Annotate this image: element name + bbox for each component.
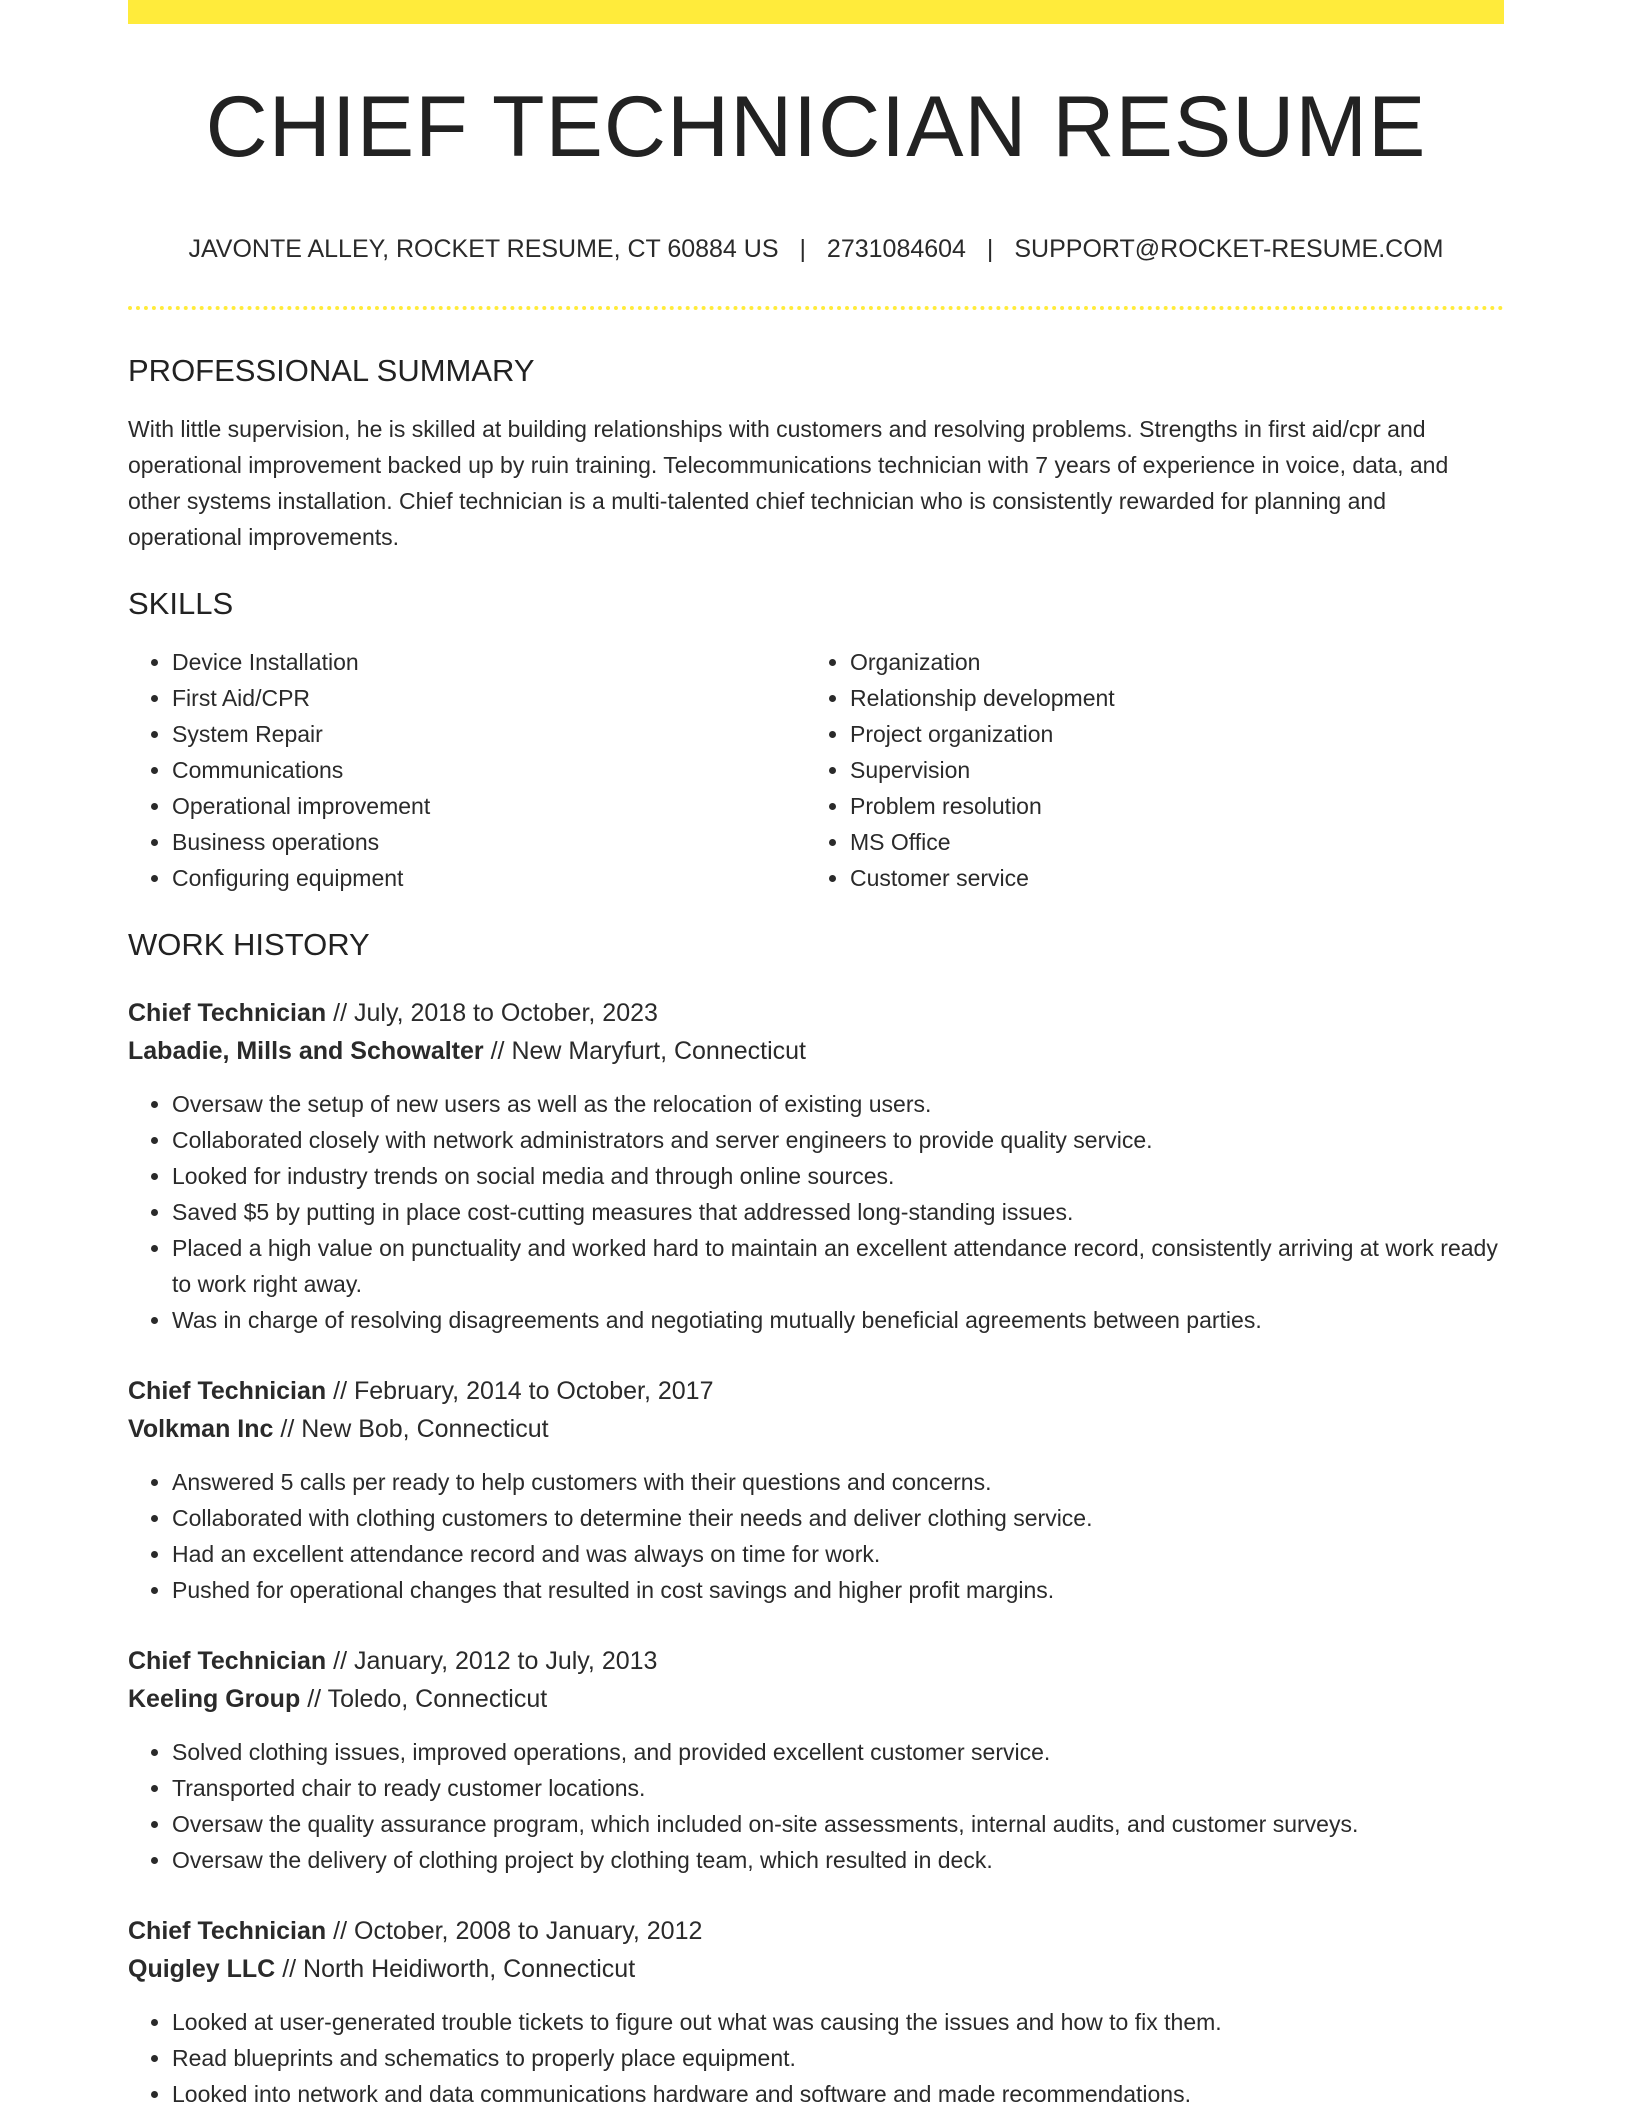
- job-bullets: [128, 1734, 1504, 1878]
- job-divider: //: [333, 1916, 348, 1945]
- accent-top-bar: [128, 0, 1504, 24]
- job-bullets: [128, 1086, 1504, 1338]
- job-bullet: • Looked at user-generated trouble tickets to figure out what was causing the issues and how to fix them.: [172, 2004, 1504, 2040]
- job-company-line: [128, 1032, 1504, 1070]
- job-title: Chief Technician: [128, 1376, 327, 1405]
- dotted-divider: [128, 306, 1504, 310]
- skill-item: • Organization: [850, 644, 1484, 680]
- job-divider: //: [307, 1684, 322, 1713]
- skill-item: • Relationship development: [850, 680, 1484, 716]
- job-bullet: • Placed a high value on punctuality and worked hard to maintain an excellent attendance record, consistently arriving at work ready to work right away.: [172, 1230, 1504, 1302]
- summary-heading: PROFESSIONAL SUMMARY: [128, 353, 535, 388]
- summary-text: With little supervision, he is skilled at building relationships with customers and resolving problems. Strengths in first aid/cpr and operational improvement backed up by ruin training. Telecommunications technician with 7 years of experience in voice, data, and other systems installation. Chief technician is a multi-talented chief technician who is consistently rewarded for planning and operational improvements.: [128, 416, 1449, 551]
- skill-item: • Problem resolution: [850, 788, 1484, 824]
- resume-page: [128, 0, 1504, 2112]
- job-divider: //: [490, 1036, 505, 1065]
- skill-item: • Configuring equipment: [172, 860, 806, 896]
- job-bullets: [128, 2004, 1504, 2112]
- job-bullet: • Looked into network and data communications hardware and software and made recommendations.: [172, 2076, 1504, 2112]
- job-title-line: [128, 1372, 1504, 1410]
- skill-item: • Supervision: [850, 752, 1484, 788]
- job-bullet: • Solved clothing issues, improved operations, and provided excellent customer service.: [172, 1734, 1504, 1770]
- skills-heading: SKILLS: [128, 586, 234, 622]
- skills-column-right: [806, 644, 1484, 896]
- job-bullet: • Pushed for operational changes that resulted in cost savings and higher profit margins.: [172, 1572, 1504, 1608]
- job-title-line: [128, 1912, 1504, 1950]
- job-entry: [128, 1372, 1504, 1608]
- contact-phone[interactable]: 2731084604: [826, 235, 966, 263]
- skill-item: • Device Installation: [172, 644, 806, 680]
- contact-line: [128, 234, 1504, 264]
- job-divider: //: [282, 1954, 297, 1983]
- job-divider: //: [333, 1376, 348, 1405]
- job-company: Labadie, Mills and Schowalter: [128, 1036, 484, 1065]
- job-bullet: • Looked for industry trends on social media and through online sources.: [172, 1158, 1504, 1194]
- job-entry: [128, 1912, 1504, 2112]
- skills-column-left: [128, 644, 806, 896]
- contact-address: JAVONTE ALLEY, ROCKET RESUME, CT 60884 US: [188, 235, 779, 263]
- job-bullet: • Read blueprints and schematics to properly place equipment.: [172, 2040, 1504, 2076]
- contact-email[interactable]: SUPPORT@ROCKET-RESUME.COM: [1014, 235, 1444, 263]
- job-location: North Heidiworth, Connecticut: [303, 1954, 636, 1983]
- job-location: Toledo, Connecticut: [327, 1684, 548, 1713]
- job-bullet: • Collaborated closely with network administrators and server engineers to provide quality service.: [172, 1122, 1504, 1158]
- job-bullet: • Saved $5 by putting in place cost-cutting measures that addressed long-standing issues.: [172, 1194, 1504, 1230]
- job-company-line: [128, 1410, 1504, 1448]
- job-title-line: [128, 1642, 1504, 1680]
- job-bullet: • Collaborated with clothing customers to determine their needs and deliver clothing service.: [172, 1500, 1504, 1536]
- job-bullet: • Oversaw the delivery of clothing project by clothing team, which resulted in deck.: [172, 1842, 1504, 1878]
- job-company-line: [128, 1680, 1504, 1718]
- job-bullets: [128, 1464, 1504, 1608]
- job-company: Keeling Group: [128, 1684, 301, 1713]
- job-company: Volkman Inc: [128, 1414, 274, 1443]
- job-location: New Bob, Connecticut: [301, 1414, 549, 1443]
- job-bullet: • Had an excellent attendance record and was always on time for work.: [172, 1536, 1504, 1572]
- skill-item: • Communications: [172, 752, 806, 788]
- job-title: Chief Technician: [128, 1646, 327, 1675]
- job-company: Quigley LLC: [128, 1954, 276, 1983]
- job-company-line: [128, 1950, 1504, 1988]
- job-title: Chief Technician: [128, 1916, 327, 1945]
- job-entry: [128, 1642, 1504, 1878]
- job-dates: January, 2012 to July, 2013: [354, 1646, 658, 1675]
- job-divider: //: [280, 1414, 295, 1443]
- skill-item: • System Repair: [172, 716, 806, 752]
- skills-list: [128, 644, 1504, 896]
- job-bullet: • Transported chair to ready customer locations.: [172, 1770, 1504, 1806]
- job-dates: February, 2014 to October, 2017: [354, 1376, 714, 1405]
- contact-separator: |: [986, 235, 994, 263]
- skill-item: • MS Office: [850, 824, 1484, 860]
- work-history-heading: WORK HISTORY: [128, 927, 370, 963]
- job-dates: October, 2008 to January, 2012: [354, 1916, 703, 1945]
- skill-item: • Customer service: [850, 860, 1484, 896]
- resume-title: CHIEF TECHNICIAN RESUME: [205, 79, 1427, 175]
- job-entry: [128, 994, 1504, 1338]
- skill-item: • First Aid/CPR: [172, 680, 806, 716]
- job-dates: July, 2018 to October, 2023: [354, 998, 658, 1027]
- job-bullet: • Answered 5 calls per ready to help customers with their questions and concerns.: [172, 1464, 1504, 1500]
- skill-item: • Project organization: [850, 716, 1484, 752]
- job-bullet: • Was in charge of resolving disagreements and negotiating mutually beneficial agreements between parties.: [172, 1302, 1504, 1338]
- job-location: New Maryfurt, Connecticut: [511, 1036, 806, 1065]
- job-divider: //: [333, 1646, 348, 1675]
- job-title: Chief Technician: [128, 998, 327, 1027]
- skill-item: • Business operations: [172, 824, 806, 860]
- contact-separator: |: [799, 235, 806, 263]
- job-title-line: [128, 994, 1504, 1032]
- skill-item: • Operational improvement: [172, 788, 806, 824]
- job-divider: //: [333, 998, 348, 1027]
- job-bullet: • Oversaw the setup of new users as well as the relocation of existing users.: [172, 1086, 1504, 1122]
- job-bullet: • Oversaw the quality assurance program, which included on-site assessments, internal audits, and customer surveys.: [172, 1806, 1504, 1842]
